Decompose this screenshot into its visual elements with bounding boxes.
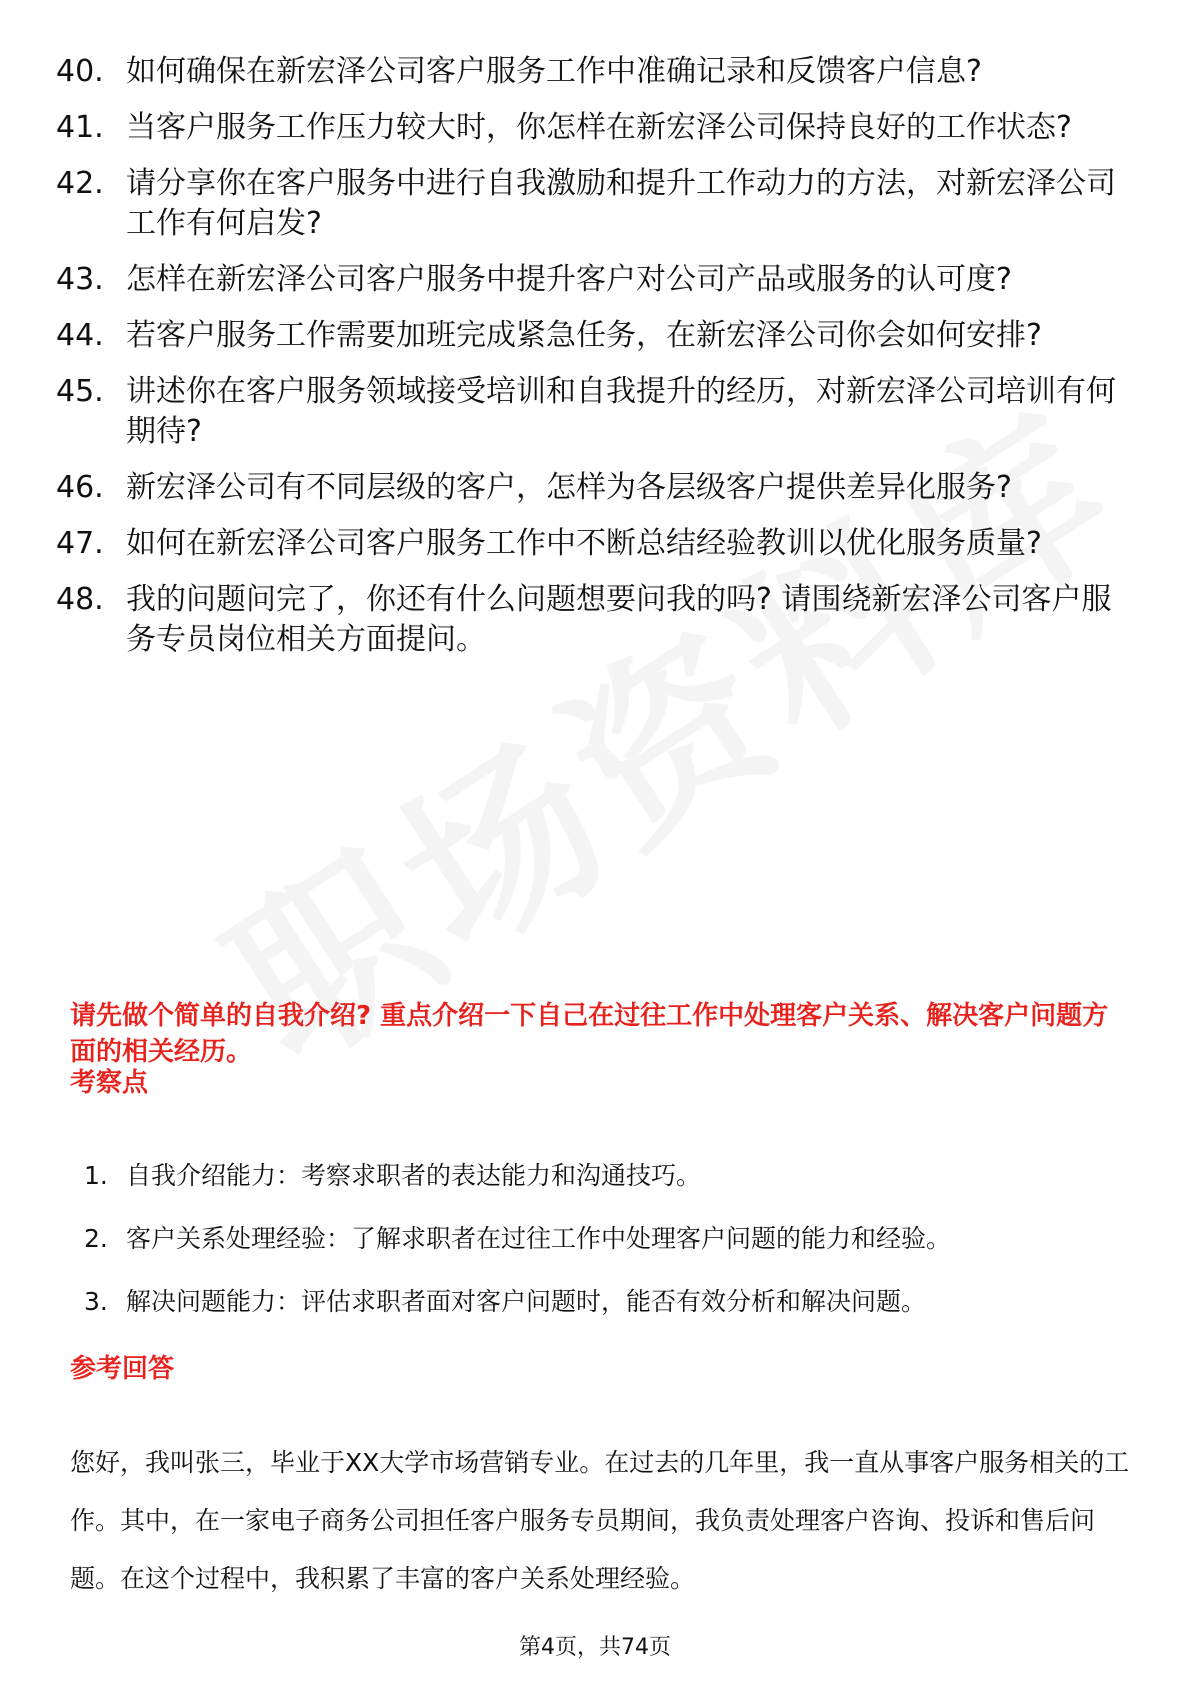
question-text: 怎样在新宏泽公司客户服务中提升客户对公司产品或服务的认可度? — [126, 262, 1012, 297]
question-item — [56, 316, 1126, 356]
question-number: 43. — [56, 262, 104, 297]
question-text: 请分享你在客户服务中进行自我激励和提升工作动力的方法，对新宏泽公司工作有何启发? — [126, 166, 1116, 241]
question-item — [56, 580, 1126, 660]
reference-answer: 您好，我叫张三，毕业于XX大学市场营销专业。在过去的几年里，我一直从事客户服务相关的工作。其中，在一家电子商务公司担任客户服务专员期间，我负责处理客户咨询、投诉和售后问题。在这个过程中，我积累了丰富的客户关系处理经验。 — [70, 1448, 1130, 1593]
point-number: 1. — [84, 1161, 108, 1190]
assessment-heading: 考察点 — [70, 1068, 149, 1098]
question-text: 如何确保在新宏泽公司客户服务工作中准确记录和反馈客户信息? — [126, 54, 982, 89]
question-number: 42. — [56, 166, 104, 201]
page-footer: 第4页，共74页 — [519, 1635, 671, 1660]
reference-heading: 参考回答 — [70, 1354, 175, 1384]
question-item — [56, 260, 1126, 300]
question-number: 45. — [56, 374, 104, 409]
question-number: 41. — [56, 110, 104, 145]
point-text: 自我介绍能力：考察求职者的表达能力和沟通技巧。 — [126, 1161, 702, 1190]
point-text: 解决问题能力：评估求职者面对客户问题时，能否有效分析和解决问题。 — [126, 1287, 927, 1316]
question-number: 44. — [56, 318, 104, 353]
point-number: 3. — [84, 1287, 108, 1316]
question-item — [56, 164, 1126, 244]
point-number: 2. — [84, 1224, 108, 1253]
featured-question: 请先做个简单的自我介绍? 重点介绍一下自己在过往工作中处理客户关系、解决客户问题方面的相关经历。 — [70, 1001, 1109, 1067]
assessment-point — [84, 1284, 1124, 1320]
question-item — [56, 372, 1126, 452]
question-list — [56, 52, 1126, 676]
question-number: 47. — [56, 526, 104, 561]
question-text: 若客户服务工作需要加班完成紧急任务，在新宏泽公司你会如何安排? — [126, 318, 1042, 353]
question-text: 讲述你在客户服务领域接受培训和自我提升的经历，对新宏泽公司培训有何期待? — [126, 374, 1116, 449]
question-text: 如何在新宏泽公司客户服务工作中不断总结经验教训以优化服务质量? — [126, 526, 1042, 561]
question-text: 我的问题问完了，你还有什么问题想要问我的吗? 请围绕新宏泽公司客户服务专员岗位相关方面提问。 — [126, 582, 1112, 657]
question-text: 当客户服务工作压力较大时，你怎样在新宏泽公司保持良好的工作状态? — [126, 110, 1072, 145]
question-number: 48. — [56, 582, 104, 617]
question-number: 46. — [56, 470, 104, 505]
assessment-points — [84, 1158, 1124, 1347]
question-item — [56, 468, 1126, 508]
question-number: 40. — [56, 54, 104, 89]
question-text: 新宏泽公司有不同层级的客户，怎样为各层级客户提供差异化服务? — [126, 470, 1012, 505]
question-item — [56, 52, 1126, 92]
question-item — [56, 524, 1126, 564]
point-text: 客户关系处理经验：了解求职者在过往工作中处理客户问题的能力和经验。 — [126, 1224, 952, 1253]
assessment-point — [84, 1221, 1124, 1257]
question-item — [56, 108, 1126, 148]
assessment-point — [84, 1158, 1124, 1194]
